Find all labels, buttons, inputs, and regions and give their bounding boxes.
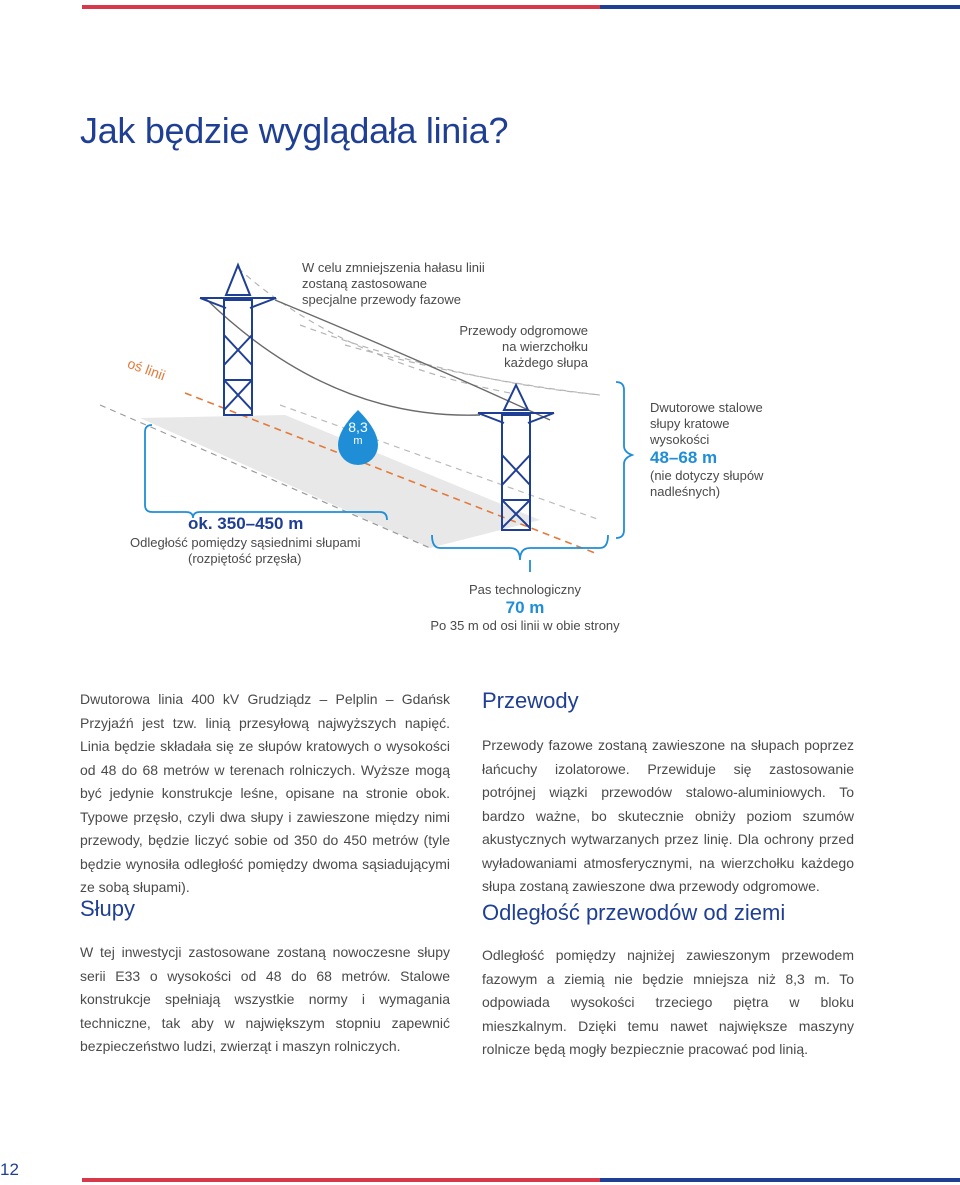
clearance-unit: m [353, 435, 363, 447]
span-note-line: (rozpiętość przęsła) [188, 551, 302, 566]
towers-height: 48–68 m [650, 448, 718, 467]
axis-label: oś linii [125, 355, 168, 384]
slupy-text: W tej inwestycji zastosowane zostaną nowoczesne słupy serii E33 o wysokości od 48 do 68 metrów. Stalowe konstrukcje spełniają wszystkie normy i wymagania techniczne, tak aby w największym stopniu zapewnić bezpieczeństwo ludzi, zwierząt i maszyn rolniczych. [80, 944, 450, 1054]
przewody-text: Przewody fazowe zostaną zawieszone na słupach poprzez łańcuchy izolatorowe. Przewiduje się zastosowanie potrójnej wiązki przewodów stalowo-aluminiowych. To bardzo ważne, bo skutecznie obniży poziom szumów akustycznych wytwarzanych przez linię. Dla ochrony przed wyładowaniami atmosferycznymi, na wierzchołku każdego słupa zostaną zawieszone dwa przewody odgromowe. [482, 737, 854, 894]
towers-note-line: Dwutorowe stalowe [650, 400, 763, 415]
noise-note-line: zostaną zastosowane [302, 276, 428, 291]
slupy-heading: Słupy [80, 896, 136, 921]
noise-note-line: specjalne przewody fazowe [302, 292, 461, 307]
towers-note-line: słupy kratowe [650, 416, 730, 431]
top-accent-bar [82, 5, 960, 9]
towers-note-line: nadleśnych) [650, 484, 721, 499]
przewody-paragraph [482, 734, 854, 899]
odleglosc-paragraph [482, 944, 854, 1062]
noise-note-line: W celu zmniejszenia hałasu linii [302, 260, 485, 275]
page-number: 12 [0, 1160, 19, 1179]
slupy-paragraph [80, 941, 450, 1059]
towers-note-line: (nie dotyczy słupów [650, 468, 764, 483]
intro-paragraph [80, 688, 450, 900]
towers-note-line: wysokości [650, 432, 710, 447]
noise-note [302, 260, 485, 308]
odleglosc-heading: Odległość przewodów od ziemi [482, 900, 786, 925]
conductor-1 [205, 298, 480, 415]
intro-text: Dwutorowa linia 400 kV Grudziądz – Pelplin – Gdańsk Przyjaźń jest tzw. linią przesyłową najwyższych napięć. Linia będzie składała się ze słupów kratowych o wysokości od 48 do 68 metrów w terenach rolniczych. Wyższe mogą być jedynie konstrukcje leśne, opisane na stronie obok. Typowe przęsło, czyli dwa słupy i zawieszone między nimi przewody, będzie liczyć sobie od 350 do 450 metrów (tyle będzie wynosiła odległość pomiędzy dwoma sąsiadującymi ze sobą słupami). [80, 691, 450, 895]
bottom-accent-bar [82, 1178, 960, 1182]
corridor-label: Pas technologiczny [468, 582, 581, 597]
ground-wire-note-line: każdego słupa [504, 355, 588, 370]
corridor-value: 70 m [505, 598, 545, 617]
ground-wire-note [440, 323, 588, 371]
przewody-heading: Przewody [482, 688, 579, 713]
tower-height-bracket [616, 382, 632, 538]
odleglosc-text: Odległość pomiędzy najniżej zawieszonym przewodem fazowym a ziemią nie będzie mniejsza niż 8,3 m. To odpowiada wysokości trzeciego piętra w bloku mieszkalnym. Dzięki temu nawet największe maszyny rolnicze będą mogły bezpiecznie pracować pod linią. [482, 947, 854, 1057]
span-note [130, 513, 361, 567]
span-note-line: Odległość pomiędzy sąsiednimi słupami [130, 535, 361, 550]
power-line-diagram [0, 240, 960, 660]
tower-1 [200, 265, 276, 415]
page-title: Jak będzie wyglądała linia? [80, 110, 509, 151]
clearance-label [338, 420, 378, 448]
corridor-note [410, 582, 640, 634]
ground-wire-note-line: na wierzchołku [502, 339, 588, 354]
corridor-detail: Po 35 m od osi linii w obie strony [430, 618, 620, 633]
span-value: ok. 350–450 m [188, 514, 304, 533]
towers-note [650, 400, 763, 500]
ground-wire-note-line: Przewody odgromowe [459, 323, 588, 338]
clearance-value: 8,3 [348, 419, 368, 435]
